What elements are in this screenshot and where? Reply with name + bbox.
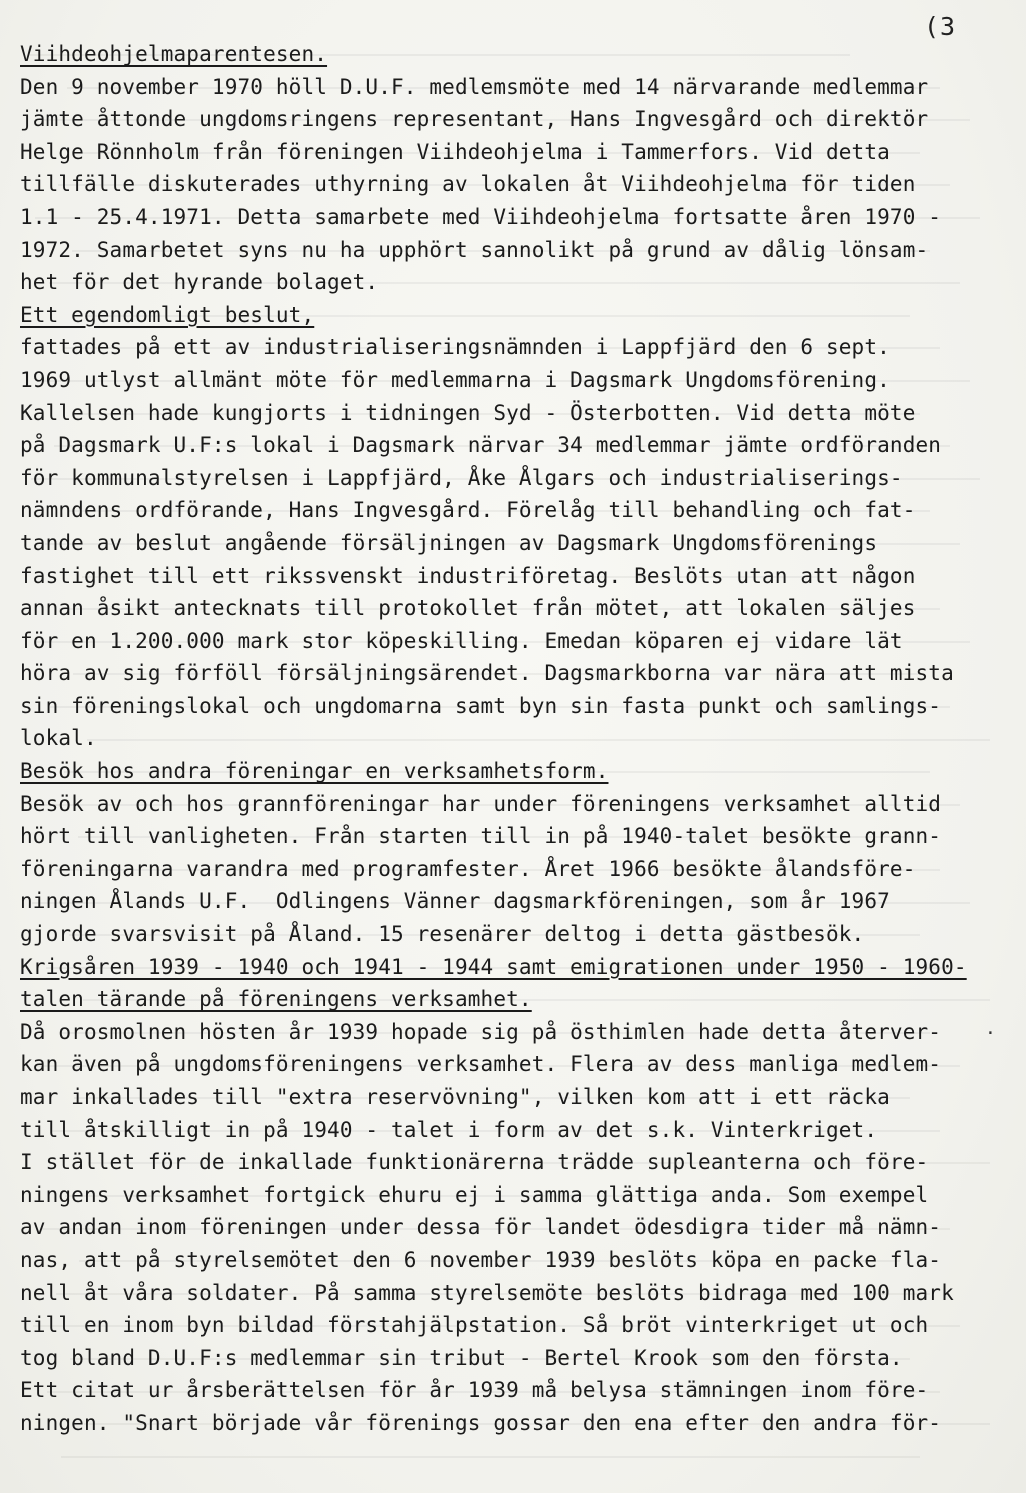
line-text: 1972. Samarbetet syns nu ha upphört sannolikt på grund av dålig lönsam- <box>20 237 929 262</box>
text-line <box>20 462 1010 495</box>
line-text: hört till vanligheten. Från starten till in på 1940-talet besökte grann- <box>20 824 942 849</box>
text-line <box>20 201 1010 234</box>
line-text: 1.1 - 25.4.1971. Detta samarbete med Viihdeohjelma fortsatte åren 1970 - <box>20 204 942 229</box>
text-line <box>20 1048 1010 1081</box>
section-heading-line <box>20 299 1010 332</box>
line-text: tillfälle diskuterades uthyrning av lokalen åt Viihdeohjelma för tiden <box>20 172 916 197</box>
line-text: nämndens ordförande, Hans Ingvesgård. Förelåg till behandling och fat- <box>20 498 916 523</box>
text-line <box>20 331 1010 364</box>
line-text: annan åsikt antecknats till protokollet från mötet, att lokalen säljes <box>20 596 916 621</box>
text-line <box>20 1244 1010 1277</box>
line-text: jämte åttonde ungdomsringens representant, Hans Ingvesgård och direktör <box>20 107 929 132</box>
line-text: till åtskilligt in på 1940 - talet i form av det s.k. Vinterkriget. <box>20 1117 878 1142</box>
text-line <box>20 820 1010 853</box>
line-text: för kommunalstyrelsen i Lappfjärd, Åke Ålgars och industrialiserings- <box>20 465 903 490</box>
line-text: lokal. <box>20 726 97 751</box>
text-line <box>20 397 1010 430</box>
stray-dot-mark: · <box>985 1023 996 1044</box>
text-line <box>20 234 1010 267</box>
line-text: fastighet till ett rikssvenskt industriföretag. Beslöts utan att någon <box>20 563 916 588</box>
text-line <box>20 690 1010 723</box>
line-text: på Dagsmark U.F:s lokal i Dagsmark närvar 34 medlemmar jämte ordföranden <box>20 433 942 458</box>
text-line <box>20 885 1010 918</box>
line-text: Då orosmolnen hösten år 1939 hopade sig på östhimlen hade detta återver- <box>20 1019 942 1044</box>
line-text: Kallelsen hade kungjorts i tidningen Syd - Österbotten. Vid detta möte <box>20 400 916 425</box>
text-line <box>20 266 1010 299</box>
line-text: till en inom byn bildad förstahjälpstation. Så bröt vinterkriget ut och <box>20 1313 929 1338</box>
text-line <box>20 136 1010 169</box>
line-text: Krigsåren 1939 - 1940 och 1941 - 1944 samt emigrationen under 1950 - 1960- <box>20 954 967 979</box>
text-line <box>20 429 1010 462</box>
text-line <box>20 722 1010 755</box>
line-text: Ett citat ur årsberättelsen för år 1939 må belysa stämningen inom före- <box>20 1378 929 1403</box>
line-text: för en 1.200.000 mark stor köpeskilling. Emedan köparen ej vidare lät <box>20 628 903 653</box>
text-line <box>20 1342 1010 1375</box>
section-heading-line <box>20 951 1010 984</box>
line-text: I stället för de inkallade funktionärerna trädde supleanterna och före- <box>20 1150 929 1175</box>
line-text: nas, att på styrelsemötet den 6 november 1939 beslöts köpa en packe fla- <box>20 1247 942 1272</box>
text-line <box>20 625 1010 658</box>
typewritten-text-body <box>20 38 1010 1440</box>
line-text: nell åt våra soldater. På samma styrelsemöte beslöts bidraga med 100 mark <box>20 1280 954 1305</box>
line-text: föreningarna varandra med programfester. Året 1966 besökte ålandsföre- <box>20 856 916 881</box>
text-line <box>20 168 1010 201</box>
line-text: tande av beslut angående försäljningen av Dagsmark Ungdomsförenings <box>20 530 878 555</box>
line-text: 1969 utlyst allmänt möte för medlemmarna i Dagsmark Ungdomsförening. <box>20 367 890 392</box>
line-text: av andan inom föreningen under dessa för landet ödesdigra tider må nämn- <box>20 1215 942 1240</box>
line-text: Helge Rönnholm från föreningen Viihdeohjelma i Tammerfors. Vid detta <box>20 139 890 164</box>
text-line <box>20 103 1010 136</box>
line-text: ningen Ålands U.F. Odlingens Vänner dagsmarkföreningen, som år 1967 <box>20 889 890 914</box>
line-text: Besök av och hos grannföreningar har under föreningens verksamhet alltid <box>20 791 942 816</box>
text-line <box>20 1309 1010 1342</box>
section-heading-line <box>20 38 1010 71</box>
text-line <box>20 494 1010 527</box>
line-text: ningen. "Snart började vår förenings gossar den ena efter den andra för- <box>20 1410 942 1435</box>
line-text: mar inkallades till "extra reservövning", vilken kom att i ett räcka <box>20 1085 890 1109</box>
line-text: ningens verksamhet fortgick ehuru ej i samma glättiga anda. Som exempel <box>20 1182 929 1207</box>
text-line <box>20 788 1010 821</box>
text-line <box>20 1407 1010 1440</box>
text-line <box>20 1146 1010 1179</box>
line-text: het för det hyrande bolaget. <box>20 270 379 295</box>
text-line <box>20 853 1010 886</box>
text-line <box>20 1114 1010 1147</box>
text-line <box>20 364 1010 397</box>
text-line <box>20 527 1010 560</box>
line-text: Den 9 november 1970 höll D.U.F. medlemsmöte med 14 närvarande medlemmar <box>20 74 929 99</box>
page-number: (3 <box>924 12 957 41</box>
line-text: Besök hos andra föreningar en verksamhetsform. <box>20 759 609 784</box>
text-line <box>20 560 1010 593</box>
section-heading-line <box>20 755 1010 788</box>
text-line <box>20 71 1010 104</box>
text-line <box>20 1081 1010 1114</box>
text-line <box>20 1211 1010 1244</box>
text-line <box>20 657 1010 690</box>
text-line <box>20 1179 1010 1212</box>
line-text: sin föreningslokal och ungdomarna samt byn sin fasta punkt och samlings- <box>20 693 942 718</box>
text-line <box>20 1277 1010 1310</box>
text-line <box>20 918 1010 951</box>
line-text: talen tärande på föreningens verksamhet. <box>20 987 532 1012</box>
section-heading-line <box>20 983 1010 1016</box>
text-line <box>20 592 1010 625</box>
line-text: Viihdeohjelmaparentesen. <box>20 42 328 66</box>
line-text: tog bland D.U.F:s medlemmar sin tribut - Bertel Krook som den första. <box>20 1345 903 1370</box>
text-line <box>20 1016 1010 1049</box>
line-text: fattades på ett av industrialiseringsnämnden i Lappfjärd den 6 sept. <box>20 335 890 360</box>
text-line <box>20 1374 1010 1407</box>
line-text: höra av sig förföll försäljningsärendet. Dagsmarkborna var nära att mista <box>20 661 954 686</box>
line-text: kan även på ungdomsföreningens verksamhet. Flera av dess manliga medlem- <box>20 1052 942 1077</box>
line-text: gjorde svarsvisit på Åland. 15 resenärer deltog i detta gästbesök. <box>20 922 865 947</box>
line-text: Ett egendomligt beslut, <box>20 302 315 327</box>
bleed-through-line <box>61 1456 920 1458</box>
